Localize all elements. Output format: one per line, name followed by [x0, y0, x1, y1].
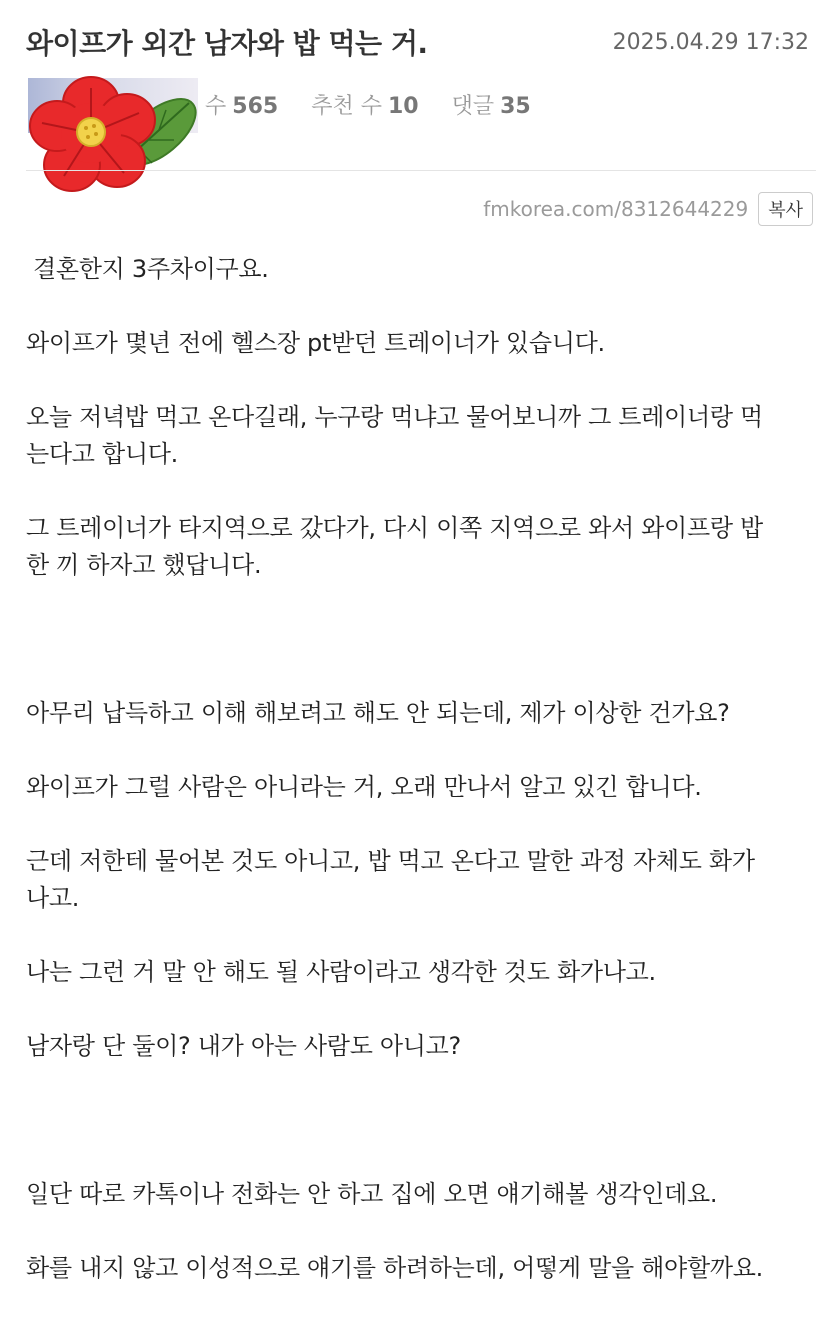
recommend-label: 추천 수 [311, 94, 382, 119]
flower-sticker-icon [24, 68, 204, 196]
paragraph: 한 끼 하자고 했답니다. [26, 551, 262, 579]
copy-url-button[interactable]: 복사 [758, 192, 813, 226]
views-count: 565 [232, 94, 279, 119]
paragraph: 와이프가 그럴 사람은 아니라는 거, 오래 만나서 알고 있긴 합니다. [26, 773, 702, 801]
paragraph: 근데 저한테 물어본 것도 아니고, 밥 먹고 온다고 말한 과정 자체도 화가 [26, 847, 755, 875]
paragraph: 는다고 합니다. [26, 440, 178, 468]
paragraph: 결혼한지 3주차이구요. [33, 255, 269, 283]
paragraph: 그 트레이너가 타지역으로 갔다가, 다시 이쪽 지역으로 와서 와이프랑 밥 [26, 514, 763, 542]
paragraph: 나고. [26, 884, 80, 912]
views-stat [205, 89, 278, 120]
paragraph: 오늘 저녁밥 먹고 온다길래, 누구랑 먹냐고 물어보니까 그 트레이너랑 먹 [26, 403, 763, 431]
comments-count: 35 [500, 94, 531, 119]
post-header [0, 0, 835, 170]
comments-label: 댓글 [451, 94, 495, 119]
paragraph: 화를 내지 않고 이성적으로 얘기를 하려하는데, 어떻게 말을 해야할까요. [26, 1254, 763, 1282]
post-url[interactable]: fmkorea.com/8312644229 [483, 197, 749, 221]
paragraph: 나는 그런 거 말 안 해도 될 사람이라고 생각한 것도 화가나고. [26, 958, 656, 986]
post-url-row [483, 192, 813, 226]
paragraph: 일단 따로 카톡이나 전화는 안 하고 집에 오면 얘기해볼 생각인데요. [26, 1180, 718, 1208]
post-title: 와이프가 외간 남자와 밥 먹는 거. [26, 27, 428, 60]
paragraph: 아무리 납득하고 이해 해보려고 해도 안 되는데, 제가 이상한 건가요? [26, 699, 730, 727]
views-label: 수 [205, 94, 227, 119]
recommend-stat [311, 89, 418, 120]
comments-stat[interactable] [452, 89, 531, 120]
paragraph: 와이프가 몇년 전에 헬스장 pt받던 트레이너가 있습니다. [26, 329, 605, 357]
post-stats [205, 89, 557, 120]
recommend-count: 10 [387, 94, 419, 119]
paragraph: 남자랑 단 둘이? 내가 아는 사람도 아니고? [26, 1032, 461, 1060]
post-date: 2025.04.29 17:32 [612, 30, 809, 55]
header-divider [26, 170, 816, 171]
